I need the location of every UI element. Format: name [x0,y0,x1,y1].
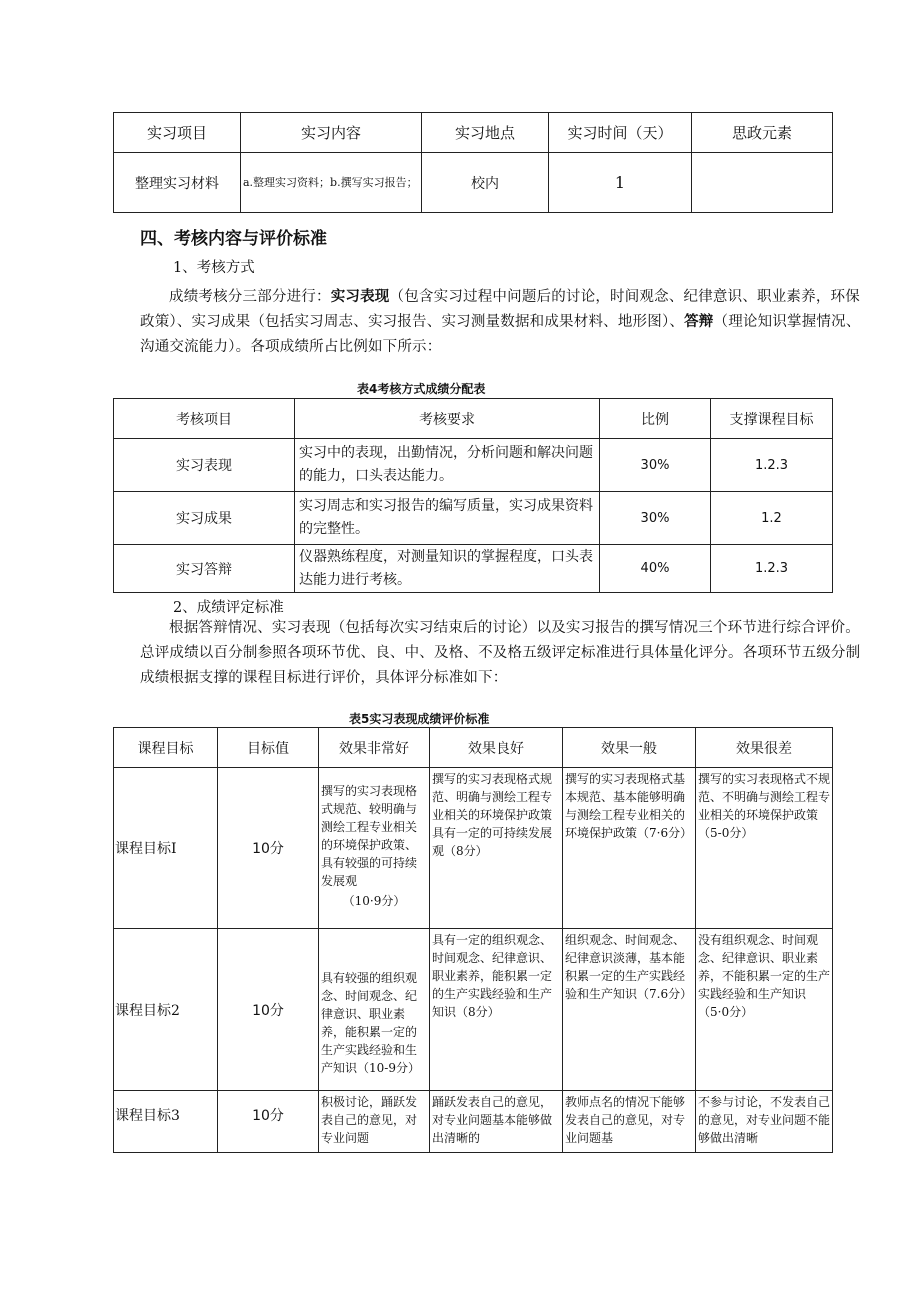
t5-header-good: 效果良好 [430,728,563,768]
internship-table [113,112,833,213]
t1-header-content: 实习内容 [241,113,422,153]
t5-row2-excellent: 具有较强的组织观念、时间观念、纪律意识、职业素养，能积累一定的生产实践经验和生产知识（10-9分） [319,929,430,1091]
t1-header-location: 实习地点 [422,113,549,153]
t5-header-excellent: 效果非常好 [319,728,430,768]
t4-row3-goal: 1.2.3 [711,545,833,593]
t4-header-ratio: 比例 [600,399,711,439]
t1-header-duration: 实习时间（天） [549,113,692,153]
t5-row2-fair: 组织观念、时间观念、纪律意识淡薄，基本能积累一定的生产实践经验和生产知识（7.6分） [563,929,696,1091]
t4-row1-goal: 1.2.3 [711,439,833,492]
t5-row2-target: 10分 [218,929,319,1091]
t5-header-target: 目标值 [218,728,319,768]
t1-cell-content: a.整理实习资料；b.撰写实习报告； [241,153,422,213]
t4-row3-item: 实习答辩 [114,545,295,593]
t5-row3-target: 10分 [218,1091,319,1153]
t4-row2-ratio: 30% [600,492,711,545]
t4-row2-item: 实习成果 [114,492,295,545]
t4-header-goal: 支撑课程目标 [711,399,833,439]
t1-cell-project: 整理实习材料 [114,153,241,213]
t5-header-fair: 效果一般 [563,728,696,768]
table5-caption: 表5实习表现成绩评价标准 [349,712,490,726]
t5-row1-excellent: 撰写的实习表现格式规范、较明确与测绘工程专业相关的环境保护政策、具有较强的可持续发展观 （10·9分） [319,768,430,929]
t1-header-project: 实习项目 [114,113,241,153]
t4-header-requirement: 考核要求 [295,399,600,439]
section-heading: 四、考核内容与评价标准 [140,229,327,249]
t5-row1-goal: 课程目标I [114,768,218,929]
performance-table [113,727,833,1153]
t4-row2-requirement: 实习周志和实习报告的编写质量，实习成果资料的完整性。 [295,492,600,545]
t1-cell-duration: 1 [549,153,692,213]
t1-cell-location: 校内 [422,153,549,213]
t5-row2-goal: 课程目标2 [114,929,218,1091]
table4-caption: 表4考核方式成绩分配表 [357,382,486,396]
t4-row1-requirement: 实习中的表现，出勤情况，分析问题和解决问题的能力，口头表达能力。 [295,439,600,492]
t1-cell-ideology [692,153,833,213]
assessment-table [113,398,833,593]
t5-row3-excellent: 积极讨论，踊跃发表自己的意见，对专业问题 [319,1091,430,1153]
t5-row1-poor: 撰写的实习表现格式不规范、不明确与测绘工程专业相关的环境保护政策（5-0分） [696,768,833,929]
subheading-grading-standard: 2、成绩评定标准 [173,600,284,616]
t5-row2-poor: 没有组织观念、时间观念、纪律意识、职业素养，不能积累一定的生产实践经验和生产知识（5·0分） [696,929,833,1091]
t5-row1-fair: 撰写的实习表现格式基本规范、基本能够明确与测绘工程专业相关的环境保护政策（7·6分） [563,768,696,929]
t4-row2-goal: 1.2 [711,492,833,545]
t5-header-poor: 效果很差 [696,728,833,768]
t4-row3-requirement: 仪器熟练程度，对测量知识的掌握程度，口头表达能力进行考核。 [295,545,600,593]
t5-row2-good: 具有一定的组织观念、时间观念、纪律意识、职业素养，能积累一定的生产实践经验和生产知识（8分） [430,929,563,1091]
t1-header-ideology: 思政元素 [692,113,833,153]
t5-row3-good: 踊跃发表自己的意见，对专业问题基本能够做出清晰的 [430,1091,563,1153]
t4-row1-ratio: 30% [600,439,711,492]
t4-header-item: 考核项目 [114,399,295,439]
t5-header-goal: 课程目标 [114,728,218,768]
paragraph-assessment: 成绩考核分三部分进行：实习表现（包含实习过程中问题后的讨论，时间观念、纪律意识、职业素养，环保政策）、实习成果（包括实习周志、实习报告、实习测量数据和成果材料、地形图）、答辩（理论知识掌握情况、沟通交流能力）。各项成绩所占比例如下所示： [140,289,861,355]
t4-row1-item: 实习表现 [114,439,295,492]
t5-row3-goal: 课程目标3 [114,1091,218,1153]
t4-row3-ratio: 40% [600,545,711,593]
subheading-assessment-method: 1、考核方式 [173,260,255,276]
t5-row1-target: 10分 [218,768,319,929]
t5-row3-fair: 教师点名的情况下能够发表自己的意见，对专业问题基 [563,1091,696,1153]
paragraph-grading: 根据答辩情况、实习表现（包括每次实习结束后的讨论）以及实习报告的撰写情况三个环节进行综合评价。总评成绩以百分制参照各项环节优、良、中、及格、不及格五级评定标准进行具体量化评分。各项环节五级分制成绩根据支撑的课程目标进行评价，具体评分标准如下： [140,620,861,686]
t5-row1-good: 撰写的实习表现格式规范、明确与测绘工程专业相关的环境保护政策具有一定的可持续发展观（8分） [430,768,563,929]
t5-row3-poor: 不参与讨论，不发表自己的意见，对专业问题不能够做出清晰 [696,1091,833,1153]
